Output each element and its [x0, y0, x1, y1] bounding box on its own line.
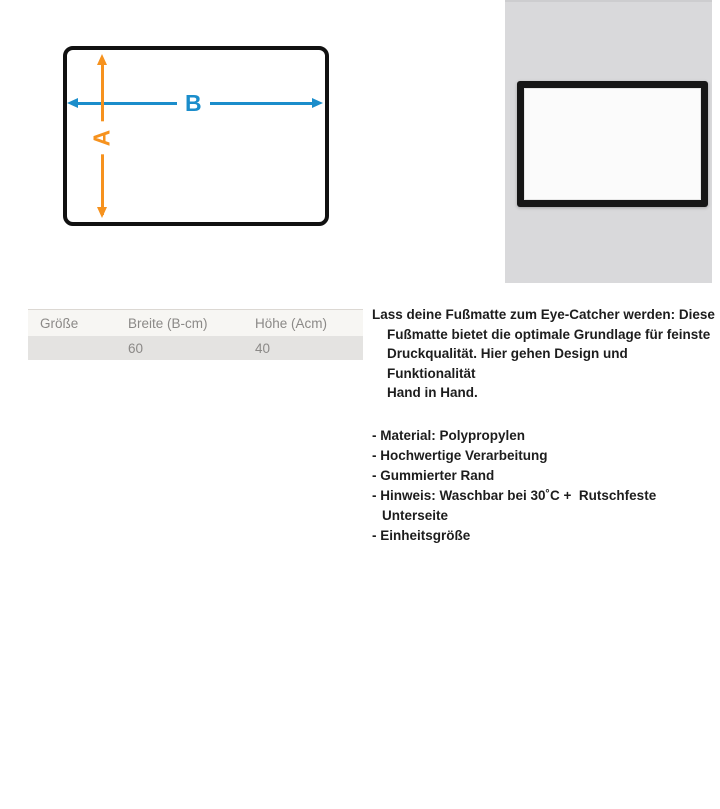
feature-item: - Einheitsgröße	[372, 527, 471, 543]
size-table	[28, 309, 363, 360]
arrow-left-icon	[67, 98, 78, 108]
size-diagram	[63, 46, 329, 226]
arrow-right-icon	[312, 98, 323, 108]
column-header-hoehe: Höhe (Acm)	[255, 315, 328, 331]
arrow-down-icon	[97, 207, 107, 218]
description-line: Lass deine Fußmatte zum Eye-Catcher werden: Diese	[372, 307, 715, 322]
feature-item: - Hochwertige Verarbeitung	[372, 447, 548, 463]
product-photo	[505, 0, 712, 283]
arrow-up-icon	[97, 54, 107, 65]
description-line: Druckqualität. Hier gehen Design und Funktionalität	[387, 346, 632, 381]
table-header-row	[28, 309, 363, 336]
cell-hoehe-value: 40	[255, 340, 271, 356]
feature-item: - Gummierter Rand	[372, 467, 495, 483]
cell-breite-value: 60	[128, 340, 144, 356]
description-line: Fußmatte bietet die optimale Grundlage für feinste	[387, 326, 711, 342]
column-header-breite: Breite (B-cm)	[128, 315, 208, 331]
doormat-surface	[524, 88, 701, 200]
product-description	[372, 305, 717, 546]
height-label: A	[88, 122, 114, 155]
description-line: Hand in Hand.	[387, 385, 478, 400]
description-paragraph	[372, 305, 717, 403]
feature-item: Unterseite	[382, 507, 449, 523]
width-label: B	[177, 90, 210, 116]
feature-item: - Hinweis: Waschbar bei 30˚C + Rutschfeste	[372, 487, 657, 503]
doormat-image	[517, 81, 708, 207]
feature-list	[372, 426, 717, 546]
column-header-groesse: Größe	[40, 315, 79, 331]
feature-item: - Material: Polypropylen	[372, 427, 526, 443]
table-row	[28, 336, 363, 360]
